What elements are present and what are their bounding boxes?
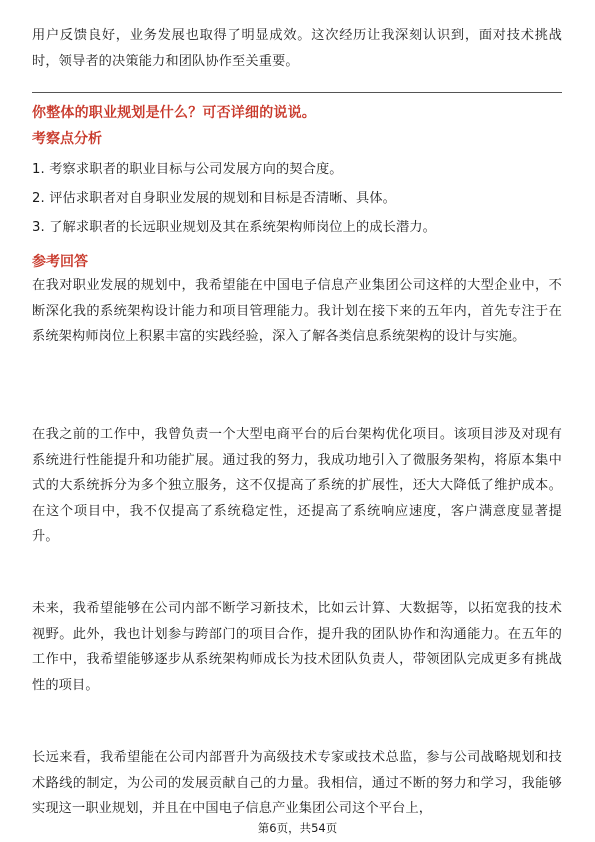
answer-heading: 参考回答 [32, 254, 88, 270]
page-number-footer: 第6页，共54页 [257, 821, 338, 835]
answer-paragraph: 未来，我希望能够在公司内部不断学习新技术，比如云计算、大数据等，以拓宽我的技术视野。此外，我也计划参与跨部门的项目合作，提升我的团队协作和沟通能力。在五年的工作中，我希望能够逐步从系统架构师成长为技术团队负责人，带领团队完成更多有挑战性的项目。 [32, 601, 562, 693]
section-divider [32, 92, 562, 93]
answer-paragraph: 在我之前的工作中，我曾负责一个大型电商平台的后台架构优化项目。该项目涉及对现有系统进行性能提升和功能扩展。通过我的努力，我成功地引入了微服务架构，将原本集中式的大系统拆分为多个独立服务，这不仅提高了系统的扩展性，还大大降低了维护成本。在这个项目中，我不仅提高了系统稳定性，还提高了系统响应速度，客户满意度显著提升。 [32, 427, 562, 544]
analysis-point: 3. 了解求职者的长远职业规划及其在系统架构师岗位上的成长潜力。 [32, 220, 437, 235]
analysis-points-list [32, 155, 562, 242]
analysis-point: 1. 考察求职者的职业目标与公司发展方向的契合度。 [32, 162, 343, 177]
answer-paragraph: 在我对职业发展的规划中，我希望能在中国电子信息产业集团公司这样的大型企业中，不断深化我的系统架构设计能力和项目管理能力。我计划在接下来的五年内，首先专注于在系统架构师岗位上积累丰富的实践经验，深入了解各类信息系统架构的设计与实施。 [32, 278, 562, 344]
answer-paragraph: 长远来看，我希望能在公司内部晋升为高级技术专家或技术总监，参与公司战略规划和技术路线的制定，为公司的发展贡献自己的力量。我相信，通过不断的努力和学习，我能够实现这一职业规划，并且在中国电子信息产业集团公司这个平台上， [32, 750, 562, 816]
question-heading: 你整体的职业规划是什么？可否详细的说说。 [32, 105, 316, 121]
intro-paragraph: 用户反馈良好，业务发展也取得了明显成效。这次经历让我深刻认识到，面对技术挑战时，领导者的决策能力和团队协作至关重要。 [32, 28, 562, 69]
analysis-heading: 考察点分析 [32, 131, 102, 147]
analysis-point: 2. 评估求职者对自身职业发展的规划和目标是否清晰、具体。 [32, 191, 396, 206]
